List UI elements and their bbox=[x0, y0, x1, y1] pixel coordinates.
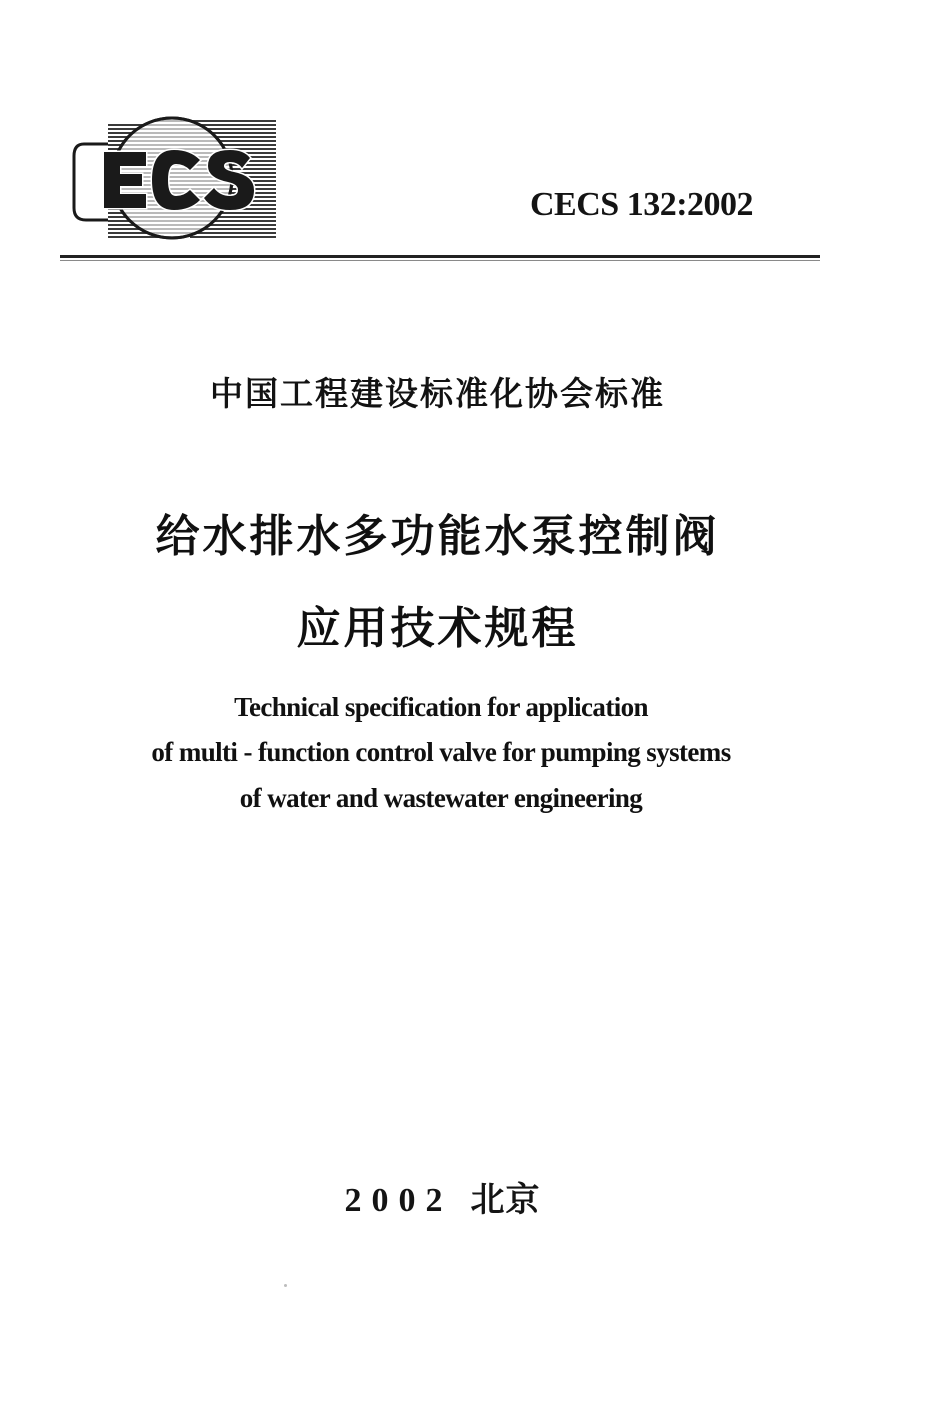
title-en-line-3: of water and wastewater engineering bbox=[239, 783, 643, 813]
imprint bbox=[0, 1172, 885, 1221]
header-divider bbox=[60, 255, 820, 258]
publication-year: 2002 bbox=[344, 1182, 453, 1219]
association-name: 中国工程建设标准化协会标准 bbox=[210, 374, 665, 413]
scan-speck bbox=[284, 1284, 287, 1287]
standard-code: CECS 132:2002 bbox=[530, 186, 754, 223]
header-divider-thin bbox=[60, 260, 820, 261]
title-cn-line-1: 给水排水多功能水泵控制阀 bbox=[155, 511, 720, 562]
title-en-line-2: of multi - function control valve for pumping systems bbox=[151, 737, 731, 767]
ecs-logo bbox=[72, 112, 282, 244]
title-en-line-1: Technical specification for application bbox=[234, 692, 648, 722]
title-cn-line-2: 应用技术规程 bbox=[296, 603, 579, 654]
publication-place: 北京 bbox=[470, 1180, 541, 1220]
